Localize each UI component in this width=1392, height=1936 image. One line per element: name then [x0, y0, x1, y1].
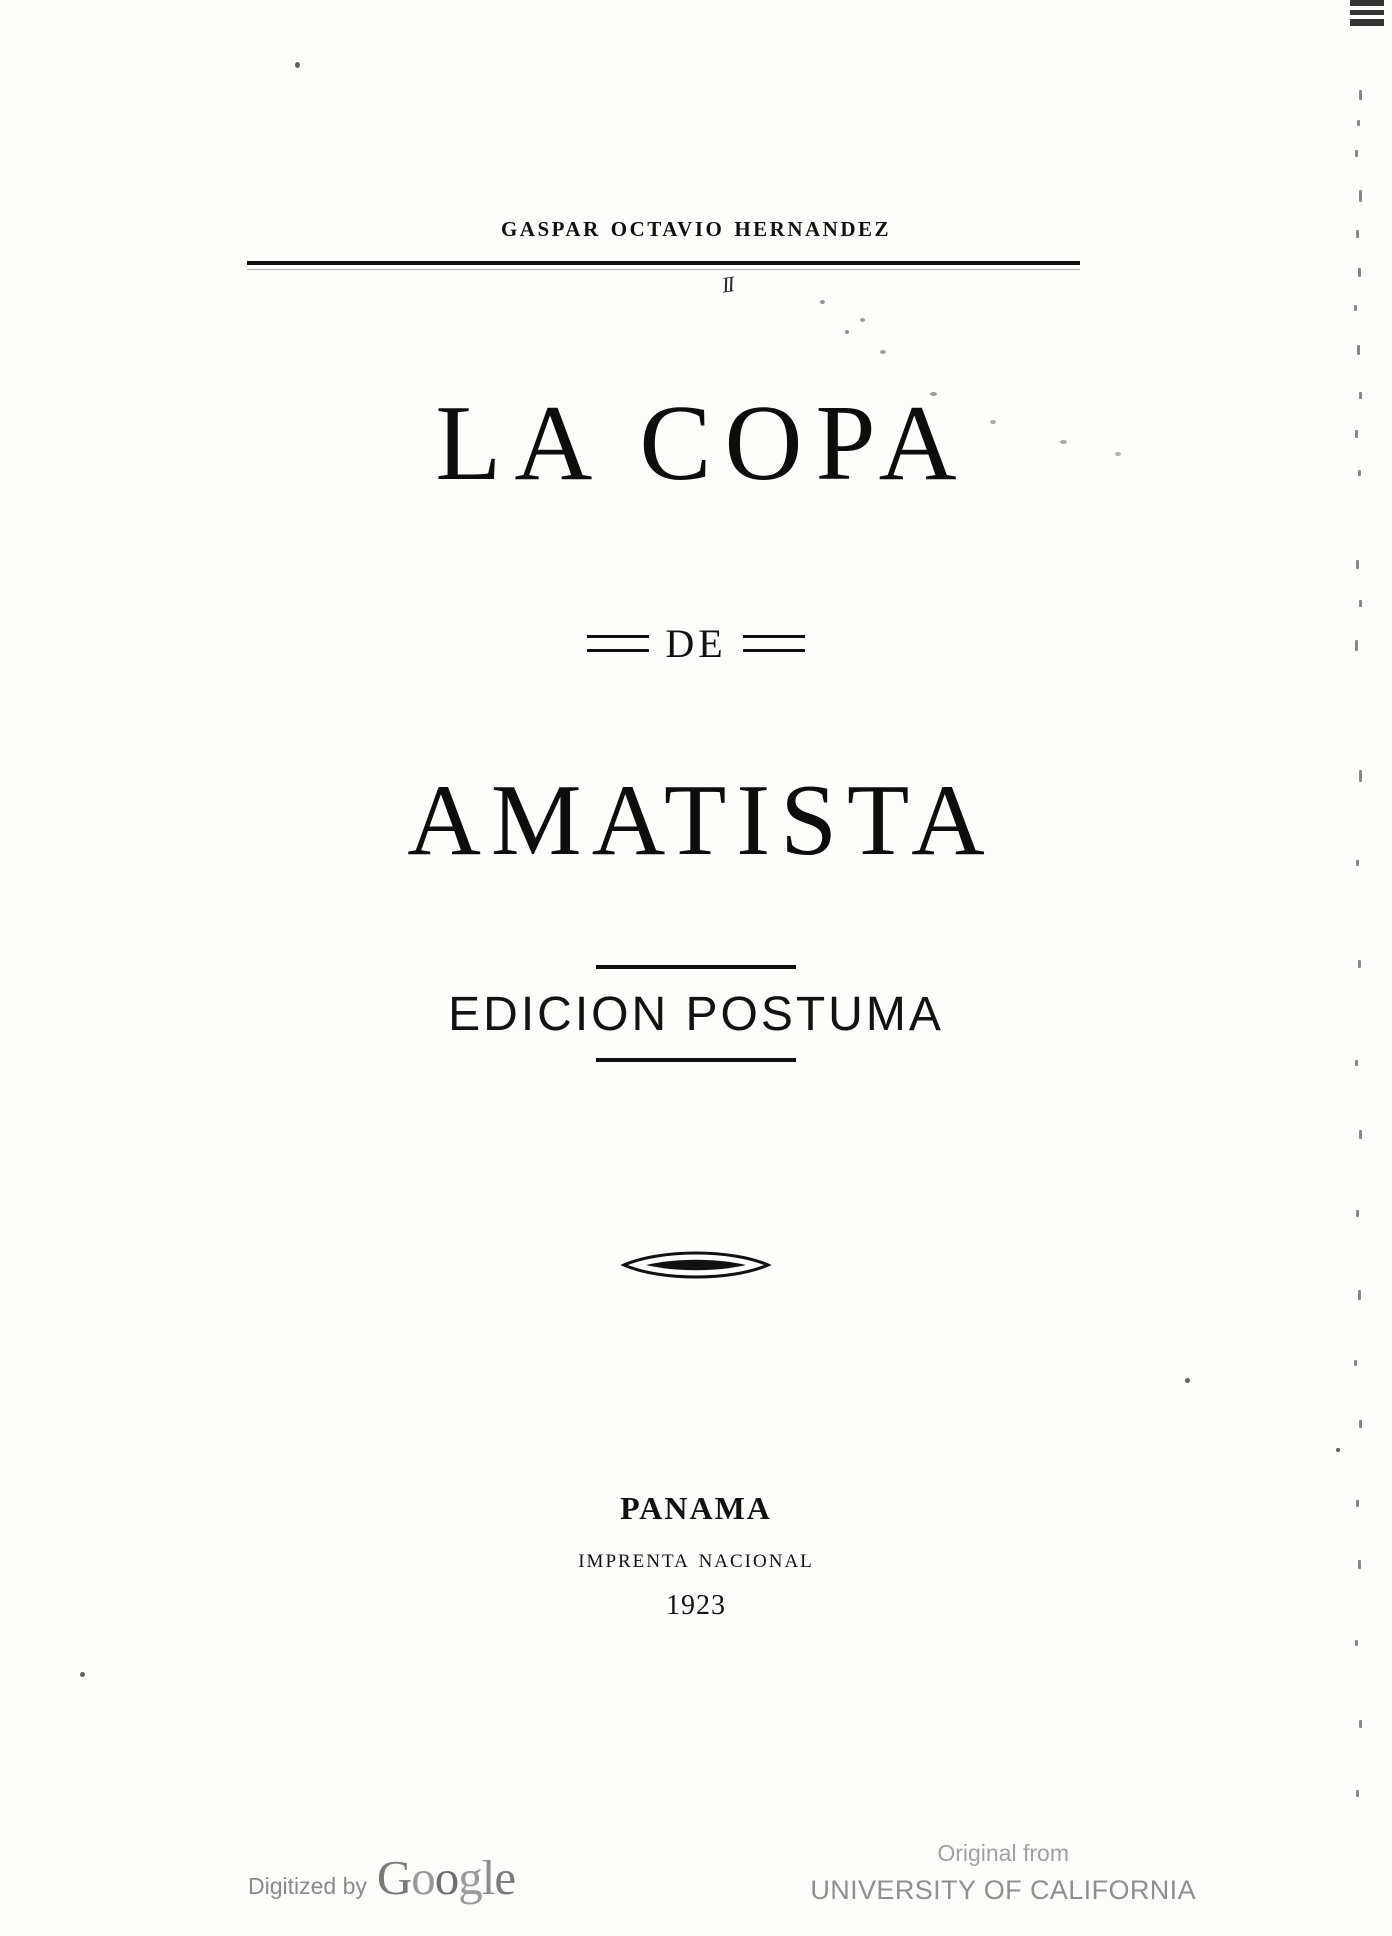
author-heading	[0, 210, 1392, 244]
scan-footer	[0, 1842, 1392, 1912]
digitized-by-block	[248, 1850, 516, 1905]
google-logo-letter-o2: o	[434, 1850, 459, 1905]
edition-block	[0, 965, 1392, 1062]
paper-speck	[820, 300, 825, 304]
google-logo-letter-g: G	[376, 1850, 412, 1905]
connector-dash-left	[587, 635, 649, 652]
paper-speck	[80, 1672, 85, 1677]
imprint-city: PANAMA	[620, 1490, 772, 1526]
google-logo-letter-e: e	[494, 1850, 516, 1905]
edition-rule-top	[596, 965, 796, 969]
connector-row	[0, 620, 1392, 667]
pencil-annotation: II	[720, 271, 735, 298]
connector-dash-right	[743, 635, 805, 652]
original-from-label: Original from	[937, 1840, 1069, 1866]
connector-word: DE	[665, 621, 727, 666]
author-name: gaspar octavio hernandez	[500, 210, 892, 243]
paper-speck	[880, 350, 886, 354]
edition-rule-bottom	[596, 1058, 796, 1062]
imprint-press: imprenta nacional	[578, 1543, 814, 1573]
imprint-year: 1923	[666, 1590, 726, 1621]
imprint-block	[0, 1490, 1392, 1622]
google-logo-letter-l: l	[481, 1850, 495, 1905]
paper-speck	[845, 330, 849, 334]
title-line-2: AMATISTA	[407, 764, 995, 877]
google-logo	[376, 1850, 516, 1905]
paper-speck	[860, 318, 865, 322]
paper-speck	[1185, 1378, 1190, 1383]
title-line-1: LA COPA	[435, 384, 970, 503]
edition-text: EDICION POSTUMA	[448, 988, 944, 1041]
original-from-block	[810, 1840, 1196, 1906]
institution-name: UNIVERSITY OF CALIFORNIA	[810, 1875, 1196, 1905]
lens-ornament	[616, 1245, 776, 1290]
header-rule	[247, 261, 1080, 265]
google-logo-letter-o1: o	[411, 1850, 435, 1905]
digitized-by-label: Digitized by	[248, 1873, 367, 1899]
paper-speck	[1336, 1448, 1340, 1452]
google-logo-letter-g2: g	[458, 1850, 482, 1905]
paper-speck	[295, 62, 300, 68]
